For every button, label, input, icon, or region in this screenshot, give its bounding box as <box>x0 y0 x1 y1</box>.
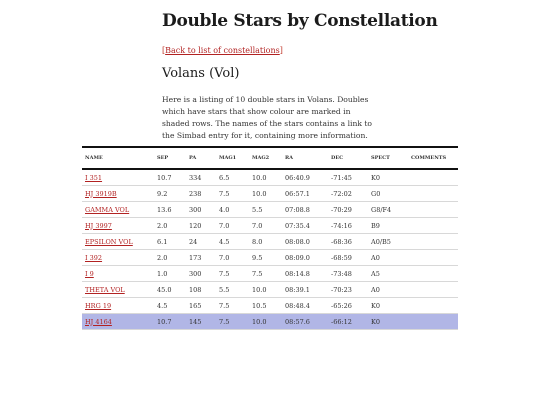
cell-sep: 9.2 <box>154 186 186 202</box>
cell-comments <box>408 202 458 218</box>
header-comments: COMMENTS <box>408 147 458 169</box>
header-name: NAME <box>82 147 154 169</box>
cell-dec: -68:36 <box>328 234 368 250</box>
constellation-heading: Volans (Vol) <box>162 66 240 81</box>
cell-comments <box>408 298 458 314</box>
cell-ra: 08:48.4 <box>282 298 328 314</box>
cell-spect: A0/B5 <box>368 234 408 250</box>
cell-spect: G8/F4 <box>368 202 408 218</box>
cell-mag2: 7.5 <box>249 266 282 282</box>
star-simbad-link[interactable]: HJ 3997 <box>85 221 112 230</box>
table-row <box>82 169 458 186</box>
cell-comments <box>408 234 458 250</box>
star-simbad-link[interactable]: I 392 <box>85 253 103 262</box>
cell-mag1: 6.5 <box>216 169 249 186</box>
cell-dec: -68:59 <box>328 250 368 266</box>
cell-name <box>82 169 154 186</box>
cell-sep: 10.7 <box>154 314 186 330</box>
cell-name <box>82 282 154 298</box>
cell-spect: A0 <box>368 282 408 298</box>
cell-comments <box>408 218 458 234</box>
cell-dec: -70:23 <box>328 282 368 298</box>
cell-mag1: 5.5 <box>216 282 249 298</box>
cell-spect: K0 <box>368 298 408 314</box>
table-row <box>82 314 458 330</box>
back-to-constellations-link[interactable]: Back to list of constellations <box>165 46 280 55</box>
cell-mag2: 7.0 <box>249 218 282 234</box>
cell-dec: -74:16 <box>328 218 368 234</box>
cell-mag1: 4.0 <box>216 202 249 218</box>
star-simbad-link[interactable]: HRG 19 <box>85 301 112 310</box>
bracket-close: ] <box>279 46 283 55</box>
star-simbad-link[interactable]: THETA VOL <box>85 285 125 294</box>
cell-spect: G0 <box>368 186 408 202</box>
cell-pa: 300 <box>186 266 216 282</box>
star-simbad-link[interactable]: HJ 4164 <box>85 317 112 326</box>
cell-mag2: 8.0 <box>249 234 282 250</box>
cell-mag1: 4.5 <box>216 234 249 250</box>
table-row <box>82 250 458 266</box>
cell-name <box>82 234 154 250</box>
cell-mag2: 10.0 <box>249 169 282 186</box>
table-row <box>82 234 458 250</box>
cell-dec: -73:48 <box>328 266 368 282</box>
table-row <box>82 298 458 314</box>
cell-pa: 238 <box>186 186 216 202</box>
cell-mag2: 10.0 <box>249 282 282 298</box>
back-link-line <box>162 46 283 55</box>
cell-pa: 145 <box>186 314 216 330</box>
cell-name <box>82 298 154 314</box>
cell-dec: -66:12 <box>328 314 368 330</box>
cell-sep: 6.1 <box>154 234 186 250</box>
cell-dec: -72:02 <box>328 186 368 202</box>
cell-ra: 08:39.1 <box>282 282 328 298</box>
cell-name <box>82 186 154 202</box>
cell-sep: 45.0 <box>154 282 186 298</box>
cell-mag1: 7.5 <box>216 314 249 330</box>
cell-dec: -71:45 <box>328 169 368 186</box>
cell-spect: B9 <box>368 218 408 234</box>
cell-name <box>82 250 154 266</box>
cell-name <box>82 266 154 282</box>
cell-name <box>82 218 154 234</box>
cell-mag1: 7.0 <box>216 250 249 266</box>
cell-pa: 173 <box>186 250 216 266</box>
header-dec: DEC <box>328 147 368 169</box>
header-spect: SPECT <box>368 147 408 169</box>
cell-pa: 120 <box>186 218 216 234</box>
cell-ra: 07:35.4 <box>282 218 328 234</box>
cell-mag2: 10.0 <box>249 314 282 330</box>
cell-ra: 06:40.9 <box>282 169 328 186</box>
cell-ra: 08:09.0 <box>282 250 328 266</box>
cell-dec: -70:29 <box>328 202 368 218</box>
table-row <box>82 266 458 282</box>
table-header-row <box>82 147 458 169</box>
table-row <box>82 282 458 298</box>
star-simbad-link[interactable]: I 9 <box>85 269 94 278</box>
cell-ra: 08:14.8 <box>282 266 328 282</box>
table-row <box>82 218 458 234</box>
cell-ra: 08:08.0 <box>282 234 328 250</box>
cell-pa: 300 <box>186 202 216 218</box>
cell-mag1: 7.5 <box>216 266 249 282</box>
cell-spect: K0 <box>368 314 408 330</box>
cell-mag1: 7.0 <box>216 218 249 234</box>
cell-mag2: 10.0 <box>249 186 282 202</box>
cell-spect: A0 <box>368 250 408 266</box>
table-row <box>82 186 458 202</box>
cell-sep: 10.7 <box>154 169 186 186</box>
cell-sep: 13.6 <box>154 202 186 218</box>
cell-sep: 2.0 <box>154 250 186 266</box>
cell-mag2: 9.5 <box>249 250 282 266</box>
cell-mag1: 7.5 <box>216 186 249 202</box>
star-simbad-link[interactable]: EPSILON VOL <box>85 237 133 246</box>
cell-mag2: 10.5 <box>249 298 282 314</box>
cell-ra: 07:08.8 <box>282 202 328 218</box>
header-mag2: MAG2 <box>249 147 282 169</box>
cell-comments <box>408 266 458 282</box>
header-ra: RA <box>282 147 328 169</box>
cell-sep: 1.0 <box>154 266 186 282</box>
cell-comments <box>408 314 458 330</box>
cell-comments <box>408 169 458 186</box>
double-stars-table <box>82 146 458 330</box>
cell-mag1: 7.5 <box>216 298 249 314</box>
star-simbad-link[interactable]: HJ 3919B <box>85 189 117 198</box>
cell-name <box>82 314 154 330</box>
cell-pa: 24 <box>186 234 216 250</box>
header-pa: PA <box>186 147 216 169</box>
cell-comments <box>408 186 458 202</box>
cell-ra: 06:57.1 <box>282 186 328 202</box>
cell-pa: 108 <box>186 282 216 298</box>
star-simbad-link[interactable]: I 351 <box>85 173 103 182</box>
cell-pa: 165 <box>186 298 216 314</box>
cell-ra: 08:57.6 <box>282 314 328 330</box>
intro-paragraph: Here is a listing of 10 double stars in Volans. Doubles which have stars that show colour are marked in shaded rows. The names of the stars contains a link to the Simbad entry for it, containing more information. <box>162 95 372 140</box>
cell-dec: -65:26 <box>328 298 368 314</box>
cell-name <box>82 202 154 218</box>
cell-sep: 4.5 <box>154 298 186 314</box>
cell-comments <box>408 282 458 298</box>
star-simbad-link[interactable]: GAMMA VOL <box>85 205 130 214</box>
header-sep: SEP <box>154 147 186 169</box>
cell-spect: A5 <box>368 266 408 282</box>
cell-comments <box>408 250 458 266</box>
cell-spect: K0 <box>368 169 408 186</box>
cell-mag2: 5.5 <box>249 202 282 218</box>
bracket-open: [ <box>162 46 166 55</box>
cell-sep: 2.0 <box>154 218 186 234</box>
table-row <box>82 202 458 218</box>
cell-pa: 334 <box>186 169 216 186</box>
header-mag1: MAG1 <box>216 147 249 169</box>
page-title: Double Stars by Constellation <box>162 11 438 31</box>
